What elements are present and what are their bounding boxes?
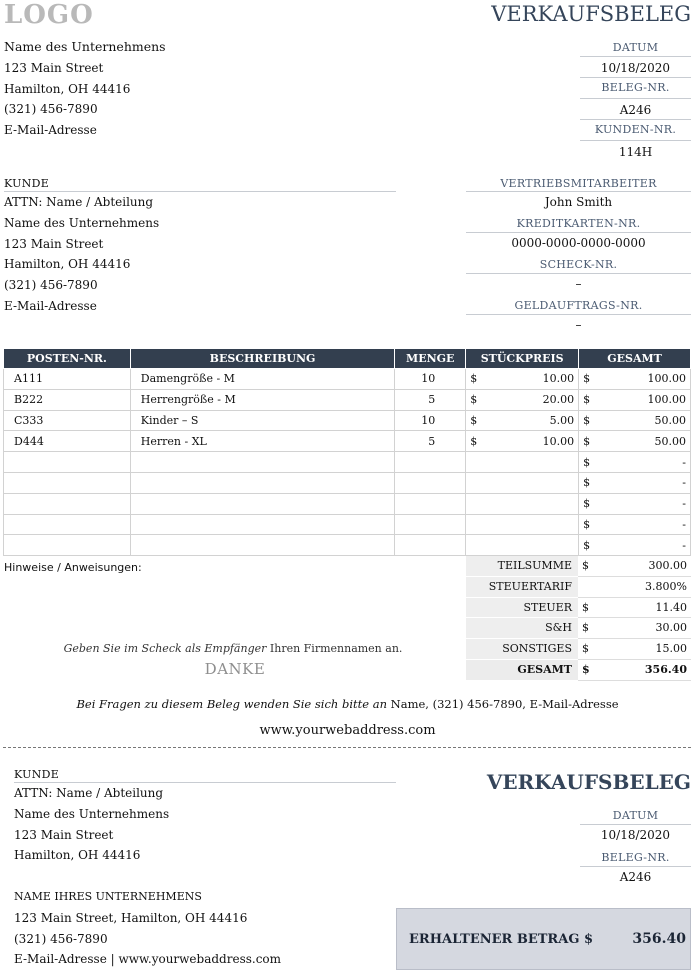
quantity-cell: 10 <box>395 410 466 431</box>
total-value: - <box>682 497 686 511</box>
table-header-row <box>4 349 691 369</box>
cut-line <box>3 747 691 748</box>
currency-symbol: $ <box>583 434 591 448</box>
description-cell: Damengröße - M <box>130 369 395 390</box>
stub-receipt-no-value: A246 <box>619 870 652 884</box>
sales-info <box>466 175 691 336</box>
unit-price-cell <box>466 389 579 410</box>
quantity-cell <box>395 472 466 493</box>
description-cell: Herren - XL <box>130 431 395 452</box>
total-value: - <box>682 517 686 531</box>
currency-symbol: $ <box>470 434 478 448</box>
stub-date-value: 10/18/2020 <box>600 828 671 842</box>
description-cell <box>130 535 395 556</box>
currency-symbol: $ <box>583 372 591 386</box>
company-street: 123 Main Street <box>4 60 104 75</box>
currency-symbol: $ <box>582 621 589 635</box>
summary-label: STEUERTARIF <box>466 577 578 598</box>
item-no-cell <box>4 452 131 473</box>
check-no-label: SCHECK-NR. <box>466 254 691 274</box>
total-cell <box>579 410 691 431</box>
description-cell <box>130 493 395 514</box>
stub-customer-attn: ATTN: Name / Abteilung <box>14 786 164 800</box>
total-cell <box>579 389 691 410</box>
summary-value: 15.00 <box>655 642 687 656</box>
receipt-meta <box>580 38 691 162</box>
description-cell: Kinder – S <box>130 410 395 431</box>
currency-symbol: $ <box>583 476 591 490</box>
summary-value-cell <box>578 660 691 681</box>
stub-customer-label: KUNDE <box>14 766 396 783</box>
item-no-cell <box>4 472 131 493</box>
col-quantity: MENGE <box>395 349 466 369</box>
stub-company-contact: E-Mail-Adresse | www.yourwebaddress.com <box>14 952 282 967</box>
summary-value-cell <box>578 598 691 619</box>
description-cell: Herrengröße - M <box>130 389 395 410</box>
total-cell <box>579 493 691 514</box>
stub-company-name: NAME IHRES UNTERNEHMENS <box>14 890 202 903</box>
unit-price-cell <box>466 535 579 556</box>
currency-symbol: $ <box>583 497 591 511</box>
summary-value-cell <box>578 639 691 660</box>
customer-company: Name des Unternehmens <box>4 215 160 230</box>
total-value: 50.00 <box>654 413 686 427</box>
currency-symbol: $ <box>582 663 590 676</box>
item-no-cell: A111 <box>4 369 131 390</box>
company-name: Name des Unternehmens <box>4 39 166 54</box>
company-email: E-Mail-Adresse <box>4 123 97 138</box>
summary-label: TEILSUMME <box>466 556 578 577</box>
total-cell <box>579 472 691 493</box>
customer-street: 123 Main Street <box>4 236 104 251</box>
website: www.yourwebaddress.com <box>259 723 436 738</box>
amount-received-value: 356.40 <box>632 931 686 947</box>
sales-rep-label: VERTRIEBSMITARBEITER <box>466 175 691 192</box>
stub-customer-city: Hamilton, OH 44416 <box>14 848 141 863</box>
receipt-no-value: A246 <box>580 98 691 120</box>
stub-meta <box>580 806 691 888</box>
unit-price-cell <box>466 514 579 535</box>
company-address <box>4 37 166 141</box>
summary-row <box>466 639 691 660</box>
quantity-cell: 5 <box>395 431 466 452</box>
date-label: DATUM <box>612 41 659 54</box>
questions-line <box>0 697 695 711</box>
table-row <box>4 369 691 390</box>
unit-price-value: 10.00 <box>542 372 575 386</box>
check-no-value: – <box>575 277 582 291</box>
total-cell <box>579 535 691 556</box>
stub-receipt-no-label: BELEG-NR. <box>580 846 691 867</box>
summary-value: 11.40 <box>655 600 687 614</box>
currency-symbol: $ <box>582 559 589 572</box>
money-order-label: GELDAUFTRAGS-NR. <box>466 295 691 315</box>
summary-value-cell <box>578 618 691 639</box>
unit-price-cell <box>466 369 579 390</box>
amount-received-box <box>396 908 691 970</box>
summary-value-cell <box>578 556 691 577</box>
description-cell <box>130 472 395 493</box>
total-cell <box>579 369 691 390</box>
total-value: - <box>682 455 686 469</box>
page-title: VERKAUFSBELEG <box>491 2 691 26</box>
check-instruction <box>0 642 466 655</box>
summary-row <box>466 577 691 598</box>
unit-price-cell <box>466 452 579 473</box>
description-cell <box>130 452 395 473</box>
stub-customer-street: 123 Main Street <box>14 827 114 842</box>
currency-symbol: $ <box>470 413 478 427</box>
currency-symbol: $ <box>582 600 589 614</box>
customer-no-label: KUNDEN-NR. <box>594 123 677 136</box>
total-cell <box>579 431 691 452</box>
sales-rep-value: John Smith <box>544 195 613 209</box>
questions-contact: Name, (321) 456-7890, E-Mail-Adresse <box>390 697 619 711</box>
summary-row <box>466 556 691 577</box>
total-value: 50.00 <box>654 434 686 448</box>
thanks-text: DANKE <box>204 660 266 678</box>
col-description: BESCHREIBUNG <box>130 349 395 369</box>
unit-price-cell <box>466 493 579 514</box>
notes-label: Hinweise / Anweisungen: <box>4 561 142 574</box>
summary-label: STEUER <box>466 598 578 619</box>
stub-customer-block <box>14 766 396 866</box>
logo: LOGO <box>4 0 94 30</box>
items-table <box>3 348 691 556</box>
check-instruction-normal: Ihren Firmennamen an. <box>269 642 403 655</box>
currency-symbol: $ <box>582 642 589 656</box>
summary-value: 356.40 <box>644 663 687 676</box>
quantity-cell <box>395 514 466 535</box>
currency-symbol: $ <box>583 455 591 469</box>
customer-block <box>4 175 396 317</box>
total-value: - <box>682 538 686 552</box>
quantity-cell: 10 <box>395 369 466 390</box>
customer-email: E-Mail-Adresse <box>4 298 97 313</box>
total-value: 100.00 <box>647 393 686 407</box>
summary-label: GESAMT <box>466 660 578 681</box>
col-item-no: POSTEN-NR. <box>4 349 131 369</box>
item-no-cell: B222 <box>4 389 131 410</box>
amount-received-label: ERHALTENER BETRAG $ <box>409 931 593 947</box>
total-cell <box>579 514 691 535</box>
currency-symbol: $ <box>583 413 591 427</box>
summary-row <box>466 618 691 639</box>
table-row <box>4 493 691 514</box>
total-value: - <box>682 476 686 490</box>
item-no-cell <box>4 514 131 535</box>
table-row <box>4 472 691 493</box>
quantity-cell <box>395 535 466 556</box>
unit-price-cell <box>466 410 579 431</box>
money-order-value: – <box>575 318 582 332</box>
company-phone: (321) 456-7890 <box>4 102 98 117</box>
customer-phone: (321) 456-7890 <box>4 278 98 293</box>
col-total: GESAMT <box>579 349 691 369</box>
stub-date-label: DATUM <box>580 806 691 825</box>
currency-symbol: $ <box>583 393 591 407</box>
summary-value: 300.00 <box>648 559 687 572</box>
company-city: Hamilton, OH 44416 <box>4 81 131 96</box>
summary-row <box>466 598 691 619</box>
customer-city: Hamilton, OH 44416 <box>4 257 131 272</box>
date-value: 10/18/2020 <box>580 56 691 78</box>
stub-customer-company: Name des Unternehmens <box>14 806 170 821</box>
credit-card-value: 0000-0000-0000-0000 <box>511 236 646 250</box>
check-instruction-italic: Geben Sie im Scheck als Empfänger <box>63 642 267 655</box>
customer-label: KUNDE <box>4 175 396 192</box>
customer-attn: ATTN: Name / Abteilung <box>4 195 154 209</box>
questions-italic: Bei Fragen zu diesem Beleg wenden Sie sich bitte an <box>76 697 387 711</box>
item-no-cell: D444 <box>4 431 131 452</box>
stub-company-address: 123 Main Street, Hamilton, OH 44416 <box>14 910 248 925</box>
unit-price-value: 10.00 <box>542 434 575 448</box>
currency-symbol: $ <box>583 517 591 531</box>
table-row <box>4 431 691 452</box>
unit-price-value: 5.00 <box>549 413 575 427</box>
table-row <box>4 452 691 473</box>
summary-label: SONSTIGES <box>466 639 578 660</box>
item-no-cell <box>4 493 131 514</box>
table-row <box>4 535 691 556</box>
total-cell <box>579 452 691 473</box>
currency-symbol: $ <box>583 538 591 552</box>
unit-price-cell <box>466 472 579 493</box>
table-row <box>4 389 691 410</box>
quantity-cell: 5 <box>395 389 466 410</box>
quantity-cell <box>395 452 466 473</box>
customer-no-value: 114H <box>580 140 691 162</box>
description-cell <box>130 514 395 535</box>
summary-label: S&H <box>466 618 578 639</box>
item-no-cell <box>4 535 131 556</box>
credit-card-label: KREDITKARTEN-NR. <box>466 213 691 233</box>
currency-symbol: $ <box>470 372 478 386</box>
summary-value: 30.00 <box>655 621 687 635</box>
unit-price-value: 20.00 <box>542 393 575 407</box>
stub-company-phone: (321) 456-7890 <box>14 931 108 946</box>
total-value: 100.00 <box>647 372 686 386</box>
item-no-cell: C333 <box>4 410 131 431</box>
col-unit-price: STÜCKPREIS <box>466 349 579 369</box>
quantity-cell <box>395 493 466 514</box>
stub-company-block <box>14 887 281 970</box>
table-row <box>4 410 691 431</box>
summary-row <box>466 660 691 681</box>
currency-symbol: $ <box>470 393 478 407</box>
table-row <box>4 514 691 535</box>
unit-price-cell <box>466 431 579 452</box>
receipt-no-label: BELEG-NR. <box>601 81 670 94</box>
summary-value: 3.800% <box>645 579 687 593</box>
summary-value-cell <box>578 577 691 598</box>
stub-title: VERKAUFSBELEG <box>486 770 691 794</box>
